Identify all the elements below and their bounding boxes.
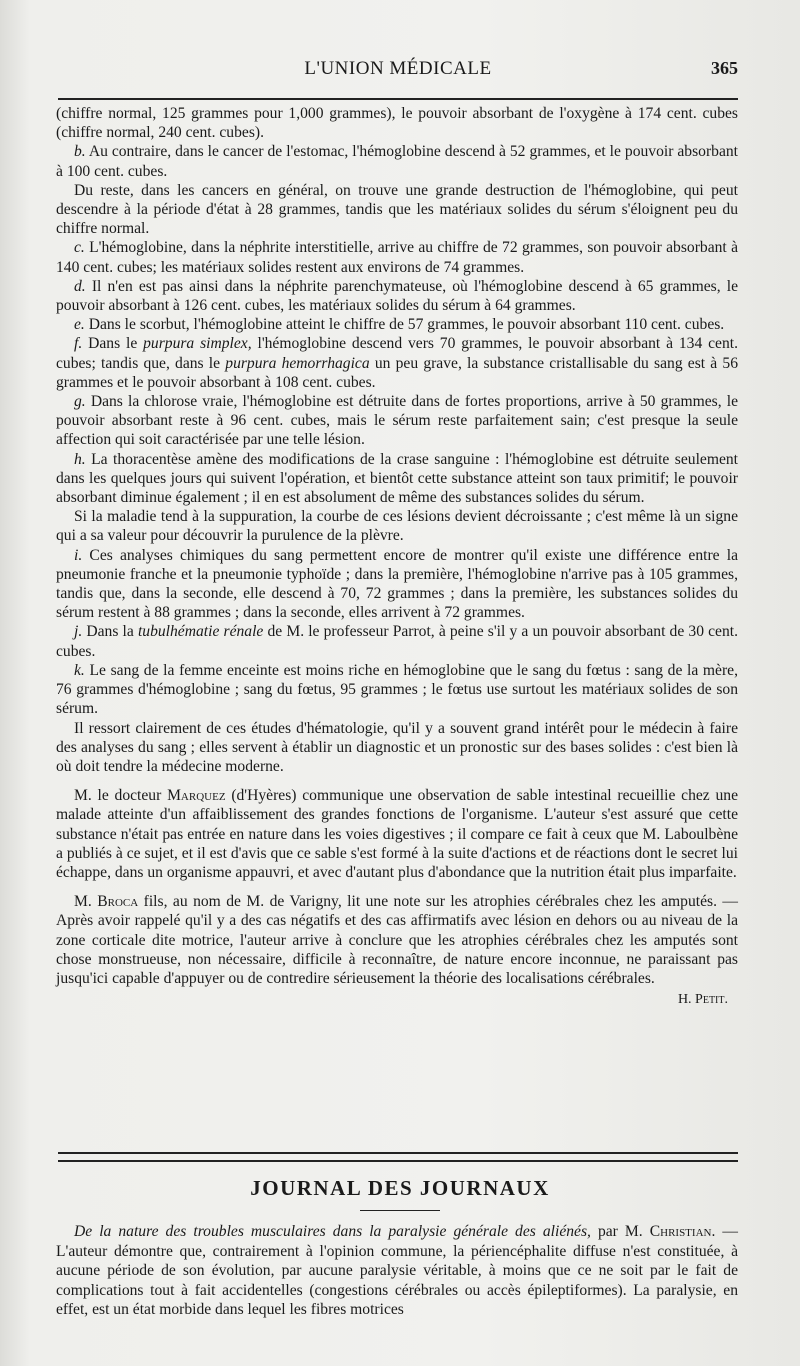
paragraph-text: de M. le professeur Parrot, à peine s'il y a un pouvoir absorbant de 30 cent. cubes. xyxy=(56,623,739,660)
header-rule xyxy=(58,98,738,100)
paragraph xyxy=(56,104,738,142)
running-title: L'UNION MÉDICALE xyxy=(304,58,492,79)
italic-term: tubulhématie rénale xyxy=(137,623,264,641)
paragraph-text: fils, au nom de M. de Varigny, lit une note sur les atrophies cérébrales chez les amputés. — Après avoir rappelé qu'il y a des cas négatifs et des cas affirmatifs avec lésion en dehors ou au niveau de la zone corticale dite motrice, l'auteur arrive à conclure que les atrophies cérébrales chez les amputés sont chose monstrueuse, non nécessaire, difficile à reconnaître, de nature encore inconnue, ne paraissant pas jusqu'ici capable d'appuyer ou de contredire sérieusement la théorie des localisations cérébrales. xyxy=(56,893,738,987)
paragraph-text: M. xyxy=(74,893,92,911)
item-marker: i. xyxy=(74,546,83,564)
paragraph xyxy=(56,450,738,508)
paragraph xyxy=(56,719,738,777)
item-marker: f. xyxy=(74,335,83,353)
item-marker: b. xyxy=(74,143,86,161)
item-marker: g. xyxy=(74,393,86,411)
section-title: JOURNAL DES JOURNAUX xyxy=(250,1176,550,1200)
paragraph xyxy=(56,622,738,660)
paragraph-text: Ces analyses chimiques du sang permettent encore de montrer qu'il existe une différence entre la pneumonie franche et la pneumonie typhoïde ; dans la première, l'hémoglobine n'arrive pas à 105 grammes, tandis que, dans la seconde, elle descend à 70, 72 grammes ; dans la première, les substances solides du sérum restent à 88 grammes ; dans la seconde, elles arrivent à 72 grammes. xyxy=(56,546,738,622)
paragraph xyxy=(56,392,738,450)
paragraph xyxy=(56,546,738,623)
page-header xyxy=(58,58,738,86)
paragraph-text: Il ressort clairement de ces études d'hématologie, qu'il y a souvent grand intérêt pour le médecin à faire des analyses du sang ; elles servent à établir un diagnostic et un pronostic sur des bases solides : c'est bien là où doit tendre la médecine moderne. xyxy=(56,719,738,775)
paragraph-text: Le sang de la femme enceinte est moins riche en hémoglobine que le sang du fœtus : sang de la mère, 76 grammes d'hémoglobine ; sang du fœtus, 95 grammes ; le fœtus use surtout les matériaux solides de son sérum. xyxy=(56,661,738,718)
paragraph-text: Dans le scorbut, l'hémoglobine atteint le chiffre de 57 grammes, le pouvoir absorbant 110 cent. cubes. xyxy=(88,316,725,334)
paragraph-text: Du reste, dans les cancers en général, on trouve une grande destruction de l'hémoglobine, qui peut descendre à la période d'état à 28 grammes, tandis que les matériaux solides du sérum s'éloignent peu du chiffre normal. xyxy=(56,181,738,238)
paragraph-text: — L'auteur démontre que, contrairement à l'opinion commune, la périencéphalite diffuse n'est constituée, à aucune période de son évolution, par aucune paralysie véritable, à moins que ce ne soit par le fait de complications tout à fait accidentelles (congestions cérébrales ou accès épileptiformes). La paralysie, en effet, est un état morbide dans lequel les fibres motrices xyxy=(56,1223,738,1319)
paragraph-text: l'hémoglobine descend vers 70 grammes, le pouvoir absorbant à 134 cent. cubes; tandis que, dans le xyxy=(56,335,738,372)
paragraph-broca xyxy=(56,892,738,988)
paragraph-text: un peu grave, la substance cristallisable du sang est à 56 grammes et le pouvoir absorbant à 108 cent. cubes. xyxy=(56,354,739,391)
paragraph-text: M. le docteur xyxy=(74,787,162,805)
item-marker: k. xyxy=(74,661,85,679)
journal-body xyxy=(56,1222,738,1320)
page-number: 365 xyxy=(711,58,738,78)
item-marker: h. xyxy=(74,450,86,468)
item-marker: j. xyxy=(74,623,83,641)
signature: H. Petit. xyxy=(677,992,728,1008)
paragraph xyxy=(56,315,738,334)
paragraph-marquez xyxy=(56,786,738,882)
section-divider xyxy=(58,1152,738,1162)
title-underline xyxy=(360,1210,440,1211)
paragraph xyxy=(56,661,738,719)
italic-term: purpura simplex, xyxy=(143,335,252,353)
paragraph xyxy=(56,507,738,545)
paragraph-text: Il n'en est pas ainsi dans la néphrite parenchymateuse, où l'hémoglobine descend à 65 grammes, le pouvoir absorbant à 126 cent. cubes, les matériaux solides du sérum à 64 grammes. xyxy=(56,277,738,315)
item-marker: e. xyxy=(74,316,85,334)
paragraph xyxy=(56,181,738,239)
item-marker: d. xyxy=(74,277,86,295)
paragraph-text: Dans la chlorose vraie, l'hémoglobine est détruite dans de fortes proportions, arrive à 50 grammes, le pouvoir absorbant reste à 96 cent. cubes, mais le sérum reste parfaitement sain; c'est presque la seule affection qui soit caractérisée par une telle lésion. xyxy=(56,393,739,449)
author-name: Broca xyxy=(97,893,139,911)
paragraph xyxy=(56,277,738,315)
paragraph xyxy=(56,142,738,180)
article-title: De la nature des troubles musculaires dans la paralysie générale des aliénés, xyxy=(74,1223,591,1240)
paragraph xyxy=(56,1222,738,1320)
paragraph-text: Au contraire, dans le cancer de l'estomac, l'hémoglobine descend à 52 grammes, et le pouvoir absorbant à 100 cent. cubes. xyxy=(56,143,738,180)
author-name: Christian. xyxy=(649,1223,716,1240)
paragraph xyxy=(56,334,738,392)
paragraph-text: par M. xyxy=(597,1223,643,1240)
paragraph-text: (d'Hyères) communique une observation de sable intestinal recueillie chez une malade atteinte d'un affaiblissement des grandes fonctions de l'organisme. L'auteur s'est assuré que cette substance n'était pas entrée en nature dans les voies digestives ; il compare ce fait à ceux que M. Laboulbène a publiés à ce sujet, et il est d'avis que ce sable s'est formé à la suite d'actions et de réactions dont le secret lui échappe, dans un organisme appauvri, et avec d'autant plus d'abondance que la nutrition était plus imparfaite. xyxy=(56,787,738,881)
italic-term: purpura hemorrhagica xyxy=(225,354,370,372)
paragraph-text: La thoracentèse amène des modifications de la crase sanguine : l'hémoglobine est détruite seulement dans les quelques jours qui suivent l'opération, et bientôt cette substance atteint son taux primitif; le pouvoir absorbant diminue également ; il en est absolument de même des substances solides du sérum. xyxy=(56,450,739,507)
paragraph xyxy=(56,238,738,276)
author-name: Marquez xyxy=(167,787,226,805)
paragraph-text: (chiffre normal, 125 grammes pour 1,000 grammes), le pouvoir absorbant de l'oxygène à 174 cent. cubes (chiffre normal, 240 cent. cubes). xyxy=(56,105,738,142)
paragraph-text: Dans la xyxy=(86,623,134,641)
article-body xyxy=(56,104,738,1009)
paragraph-text: L'hémoglobine, dans la néphrite interstitielle, arrive au chiffre de 72 grammes, son pouvoir absorbant à 140 cent. cubes; les matériaux solides restent aux environs de 74 grammes. xyxy=(56,239,739,276)
item-marker: c. xyxy=(74,239,85,257)
paragraph-text: Si la maladie tend à la suppuration, la courbe de ces lésions devient décroissante ; c'est même là un signe qui a sa valeur pour découvrir la purulence de la plèvre. xyxy=(56,508,738,545)
paragraph-text: Dans le xyxy=(88,335,138,353)
